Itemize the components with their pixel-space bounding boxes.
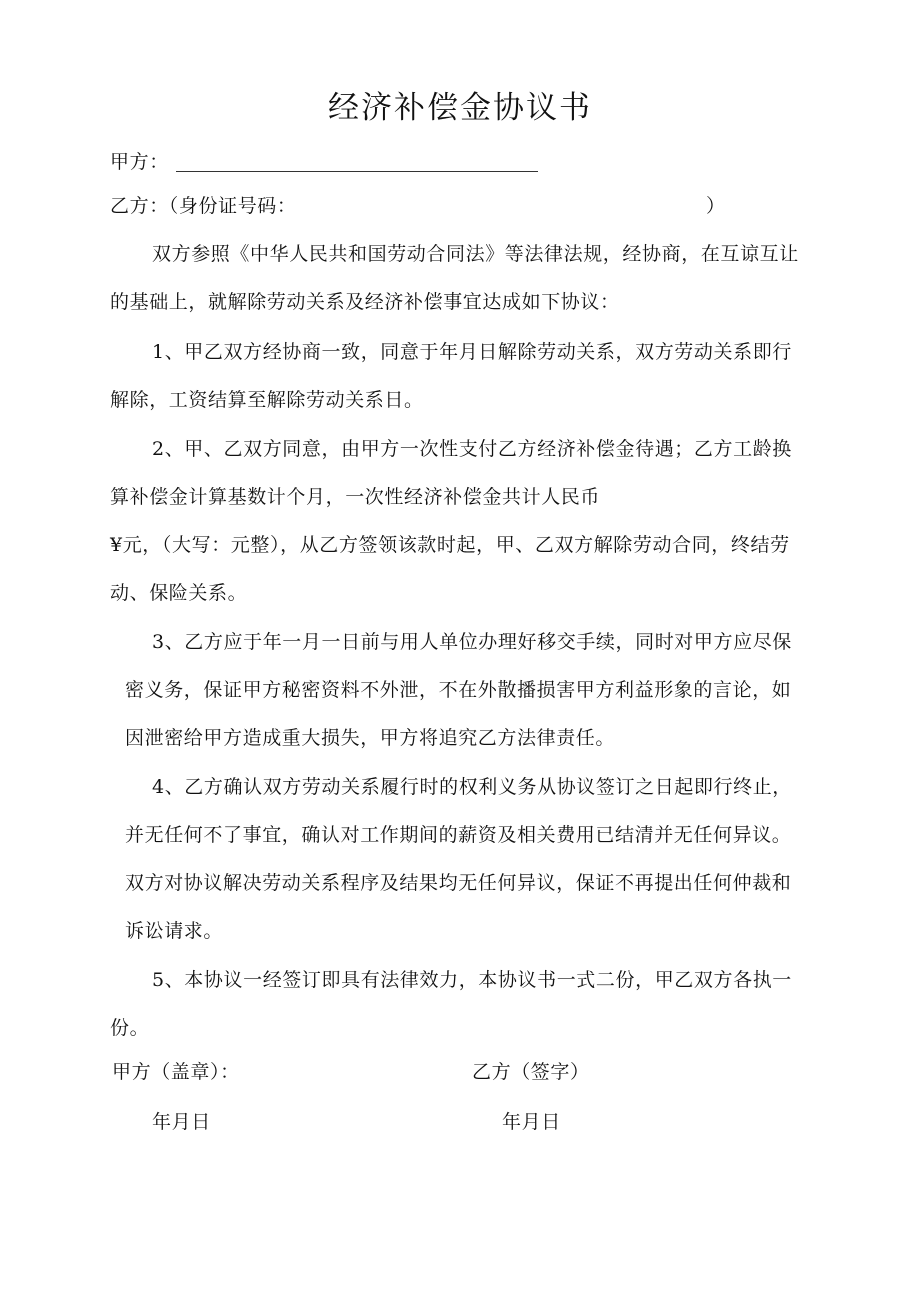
clause-4-line-3: 双方对协议解决劳动关系程序及结果均无任何异议，保证不再提出任何仲裁和	[125, 872, 792, 894]
clause-3-line-3: 因泄密给甲方造成重大损失，甲方将追究乙方法律责任。	[125, 727, 616, 749]
clause-1-line-2: 解除，工资结算至解除劳动关系日。	[110, 389, 424, 411]
clause-4-line-4: 诉讼请求。	[125, 920, 224, 942]
clause-3-line-1: 3、乙方应于年一月一日前与用人单位办理好移交手续，同时对甲方应尽保	[152, 631, 792, 653]
party-b-label: 乙方：（身份证号码：	[110, 195, 297, 217]
clause-4-line-2: 并无任何不了事宜，确认对工作期间的薪资及相关费用已结清并无任何异议。	[125, 824, 792, 846]
date-party-b: 年月日	[502, 1111, 561, 1133]
clause-2-line-2: 算补偿金计算基数计个月，一次性经济补偿金共计人民币	[110, 486, 601, 508]
date-party-a: 年月日	[152, 1111, 211, 1133]
signature-party-a: 甲方（盖章）：	[112, 1061, 240, 1083]
clause-1-line-1: 1、甲乙双方经协商一致，同意于年月日解除劳动关系，双方劳动关系即行	[152, 341, 792, 363]
signature-party-b: 乙方（签字）	[472, 1061, 590, 1083]
clause-2-line-4: 动、保险关系。	[110, 582, 248, 604]
party-a-label: 甲方：	[110, 151, 169, 173]
document-title: 经济补偿金协议书	[328, 90, 592, 126]
clause-5-line-2: 份。	[110, 1017, 150, 1039]
clause-2-line-1: 2、甲、乙双方同意，由甲方一次性支付乙方经济补偿金待遇；乙方工龄换	[152, 438, 792, 460]
party-a-blank-line	[176, 171, 538, 172]
party-b-close-paren: ）	[706, 195, 726, 217]
intro-line-1: 双方参照《中华人民共和国劳动合同法》等法律法规，经协商，在互谅互让	[152, 243, 799, 265]
clause-2-line-3: ¥元，（大写：元整），从乙方签领该款时起，甲、乙双方解除劳动合同，终结劳	[110, 534, 790, 556]
clause-5-line-1: 5、本协议一经签订即具有法律效力，本协议书一式二份，甲乙双方各执一	[152, 969, 792, 991]
intro-line-2: 的基础上，就解除劳动关系及经济补偿事宜达成如下协议：	[110, 291, 620, 313]
clause-3-line-2: 密义务，保证甲方秘密资料不外泄，不在外散播损害甲方利益形象的言论，如	[125, 679, 792, 701]
clause-4-line-1: 4、乙方确认双方劳动关系履行时的权利义务从协议签订之日起即行终止，	[152, 776, 792, 798]
